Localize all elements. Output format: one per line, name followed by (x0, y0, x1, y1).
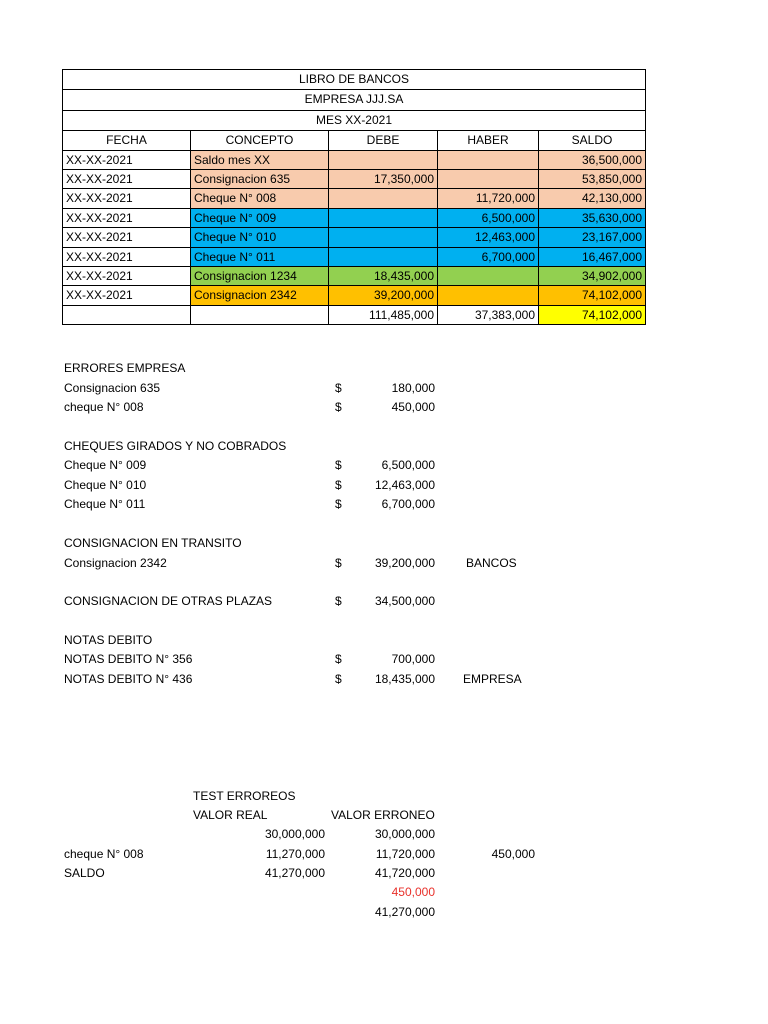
cheque-label: Cheque N° 010 (64, 478, 147, 492)
test-col-real: VALOR REAL (193, 808, 268, 822)
cheque-label: Cheque N° 011 (64, 497, 146, 511)
cell-haber: 6,700,000 (438, 248, 539, 267)
header-saldo: SALDO (539, 131, 646, 150)
total-haber: 37,383,000 (438, 306, 539, 325)
transito-note: BANCOS (466, 556, 517, 570)
cell-saldo: 16,467,000 (539, 248, 646, 267)
test-row-label: SALDO (64, 866, 105, 880)
header-haber: HABER (438, 131, 539, 150)
cell-debe (329, 228, 438, 247)
test-minus-value: 450,000 (391, 885, 435, 899)
table-title: LIBRO DE BANCOS (62, 69, 646, 90)
table-row (62, 151, 646, 170)
test-erroneo-value: 30,000,000 (374, 827, 435, 841)
nota-amount: 700,000 (391, 652, 435, 666)
cheque-amount: 12,463,000 (374, 478, 435, 492)
cell-concepto: Consignacion 2342 (191, 286, 329, 305)
table-row (62, 248, 646, 267)
table-month: MES XX-2021 (62, 111, 646, 131)
cell-concepto: Cheque N° 011 (191, 248, 329, 267)
header-fecha: FECHA (62, 131, 191, 150)
cell-haber: 11,720,000 (438, 189, 539, 208)
test-real-value: 30,000,000 (264, 827, 325, 841)
libro-bancos-table (62, 69, 646, 325)
cell-haber (438, 151, 539, 170)
cell-debe: 18,435,000 (329, 267, 438, 286)
test-diff-value: 450,000 (491, 847, 535, 861)
cell-empty (62, 306, 191, 325)
notas-title: NOTAS DEBITO (64, 633, 153, 647)
test-result-value: 41,270,000 (374, 905, 435, 919)
header-concepto: CONCEPTO (191, 131, 329, 150)
test-erroneo-value: 11,720,000 (375, 847, 435, 861)
cheque-label: Cheque N° 009 (64, 458, 147, 472)
currency-sign: $ (335, 652, 342, 666)
cheque-amount: 6,500,000 (381, 458, 435, 472)
table-totals-row (62, 306, 646, 325)
table-row (62, 286, 646, 305)
header-debe: DEBE (329, 131, 438, 150)
cell-haber (438, 170, 539, 189)
cell-saldo: 35,630,000 (539, 209, 646, 228)
cell-concepto: Cheque N° 009 (191, 209, 329, 228)
errores-item-label: Consignacion 635 (64, 381, 161, 395)
currency-sign: $ (335, 458, 342, 472)
otras-plazas-label: CONSIGNACION DE OTRAS PLAZAS (64, 594, 273, 608)
test-title: TEST ERROREOS (193, 789, 296, 803)
cell-concepto: Cheque N° 010 (191, 228, 329, 247)
errores-title: ERRORES EMPRESA (64, 361, 186, 375)
table-row (62, 170, 646, 189)
table-row (62, 209, 646, 228)
cell-fecha: XX-XX-2021 (62, 170, 191, 189)
cell-fecha: XX-XX-2021 (62, 286, 191, 305)
cell-fecha: XX-XX-2021 (62, 228, 191, 247)
nota-note: EMPRESA (463, 672, 522, 686)
total-debe: 111,485,000 (329, 306, 438, 325)
cell-debe (329, 209, 438, 228)
test-row-label: cheque N° 008 (64, 847, 144, 861)
cell-saldo: 23,167,000 (539, 228, 646, 247)
cell-empty (191, 306, 329, 325)
cheques-title: CHEQUES GIRADOS Y NO COBRADOS (64, 439, 287, 453)
transito-title: CONSIGNACION EN TRANSITO (64, 536, 242, 550)
table-header-row (62, 131, 646, 150)
cell-fecha: XX-XX-2021 (62, 189, 191, 208)
test-erroneo-value: 41,720,000 (374, 866, 435, 880)
cell-fecha: XX-XX-2021 (62, 209, 191, 228)
cheque-amount: 6,700,000 (381, 497, 435, 511)
nota-amount: 18,435,000 (374, 672, 435, 686)
cell-haber: 12,463,000 (438, 228, 539, 247)
errores-item-amount: 180,000 (391, 381, 435, 395)
cell-saldo: 34,902,000 (539, 267, 646, 286)
cell-debe: 17,350,000 (329, 170, 438, 189)
cell-saldo: 53,850,000 (539, 170, 646, 189)
nota-label: NOTAS DEBITO N° 436 (64, 672, 193, 686)
table-company: EMPRESA JJJ.SA (62, 90, 646, 110)
errores-item-amount: 450,000 (391, 400, 435, 414)
transito-amount: 39,200,000 (374, 556, 435, 570)
cell-concepto: Cheque N° 008 (191, 189, 329, 208)
cell-fecha: XX-XX-2021 (62, 248, 191, 267)
currency-sign: $ (335, 497, 342, 511)
cell-debe: 39,200,000 (329, 286, 438, 305)
cell-saldo: 42,130,000 (539, 189, 646, 208)
cell-concepto: Saldo mes XX (191, 151, 329, 170)
table-row (62, 267, 646, 286)
cell-haber: 6,500,000 (438, 209, 539, 228)
currency-sign: $ (335, 478, 342, 492)
nota-label: NOTAS DEBITO N° 356 (64, 652, 193, 666)
test-real-value: 11,270,000 (265, 847, 325, 861)
cell-saldo: 74,102,000 (539, 286, 646, 305)
total-saldo: 74,102,000 (539, 306, 646, 325)
otras-plazas-amount: 34,500,000 (374, 594, 435, 608)
cell-saldo: 36,500,000 (539, 151, 646, 170)
cell-concepto: Consignacion 1234 (191, 267, 329, 286)
currency-sign: $ (335, 556, 342, 570)
currency-sign: $ (335, 594, 342, 608)
cell-haber (438, 286, 539, 305)
errores-item-label: cheque N° 008 (64, 400, 144, 414)
cell-fecha: XX-XX-2021 (62, 151, 191, 170)
currency-sign: $ (335, 381, 342, 395)
currency-sign: $ (335, 672, 342, 686)
cell-debe (329, 151, 438, 170)
transito-label: Consignacion 2342 (64, 556, 167, 570)
currency-sign: $ (335, 400, 342, 414)
table-row (62, 228, 646, 247)
cell-haber (438, 267, 539, 286)
test-col-erroneo: VALOR ERRONEO (331, 808, 435, 822)
test-real-value: 41,270,000 (264, 866, 325, 880)
cell-concepto: Consignacion 635 (191, 170, 329, 189)
table-row (62, 189, 646, 208)
cell-fecha: XX-XX-2021 (62, 267, 191, 286)
cell-debe (329, 189, 438, 208)
cell-debe (329, 248, 438, 267)
